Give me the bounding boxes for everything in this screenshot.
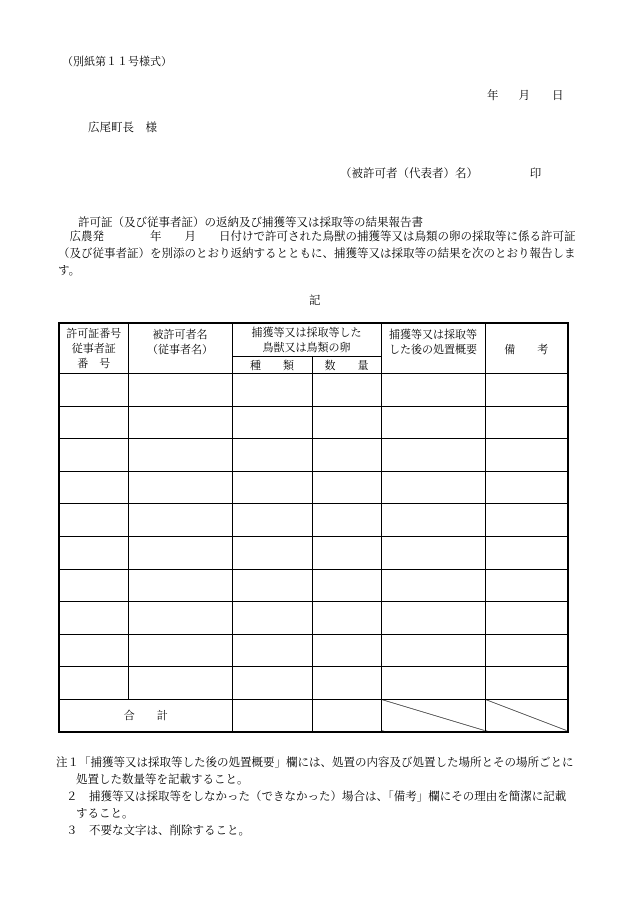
header-permit-number: 許可証番号 従事者証 番 号 xyxy=(59,323,128,374)
date-day: 日 xyxy=(552,88,564,102)
diagonal-strike-cell xyxy=(381,699,485,732)
table-row xyxy=(59,667,568,700)
date-line xyxy=(487,87,564,103)
table-row xyxy=(59,602,568,635)
header-captured-items: 捕獲等又は採取等した 鳥獣又は鳥類の卵 xyxy=(232,323,381,357)
table-row xyxy=(59,634,568,667)
table-header-row xyxy=(59,323,568,357)
header-quantity: 数 量 xyxy=(312,357,381,374)
table-row xyxy=(59,374,568,407)
table-row xyxy=(59,406,568,439)
header-permit-holder: 被許可者名 （従事者名） xyxy=(128,323,232,374)
table-row xyxy=(59,439,568,472)
note-3: ３ 不要な文字は、削除すること。 xyxy=(66,823,250,837)
form-number: （別紙第１１号様式） xyxy=(62,55,172,68)
table-total-row xyxy=(59,699,568,732)
addressee: 広尾町長 様 xyxy=(88,120,157,134)
diagonal-strike-cell xyxy=(485,699,568,732)
record-label: 記 xyxy=(309,293,321,307)
total-label: 合 計 xyxy=(59,699,232,732)
report-title: 許可証（及び従事者証）の返納及び捕獲等又は採取等の結果報告書 xyxy=(78,215,423,229)
header-remarks: 備 考 xyxy=(485,323,568,374)
report-table xyxy=(58,322,569,733)
notes xyxy=(56,754,596,839)
date-year: 年 xyxy=(487,88,499,102)
table-row xyxy=(59,504,568,537)
header-disposal-summary: 捕獲等又は採取等 した後の処置概要 xyxy=(381,323,485,374)
applicant-name-line: （被許可者（代表者）名） 印 xyxy=(340,166,542,180)
table-row xyxy=(59,569,568,602)
note-2: ２ 捕獲等又は採取等をしなかった（できなかった）場合は、「備考」欄にその理由を簡潔に記載 xyxy=(66,789,567,803)
date-month: 月 xyxy=(518,88,530,102)
header-species: 種 類 xyxy=(232,357,312,374)
table-row xyxy=(59,536,568,569)
note-2-continued: すること。 xyxy=(76,806,134,820)
note-1-continued: 処置した数量等を記載すること。 xyxy=(76,772,249,786)
table-row xyxy=(59,471,568,504)
note-1: 注１「捕獲等又は採取等した後の処置概要」欄には、処置の内容及び処置した場所とその場所ごとに xyxy=(56,755,574,769)
report-body: 広農発 年 月 日付けで許可された鳥獣の捕獲等又は鳥類の卵の採取等に係る許可証（及び従事者証）を別添のとおり返納するとともに、捕獲等又は採取等の結果を次のとおり報告します。 xyxy=(58,229,576,277)
